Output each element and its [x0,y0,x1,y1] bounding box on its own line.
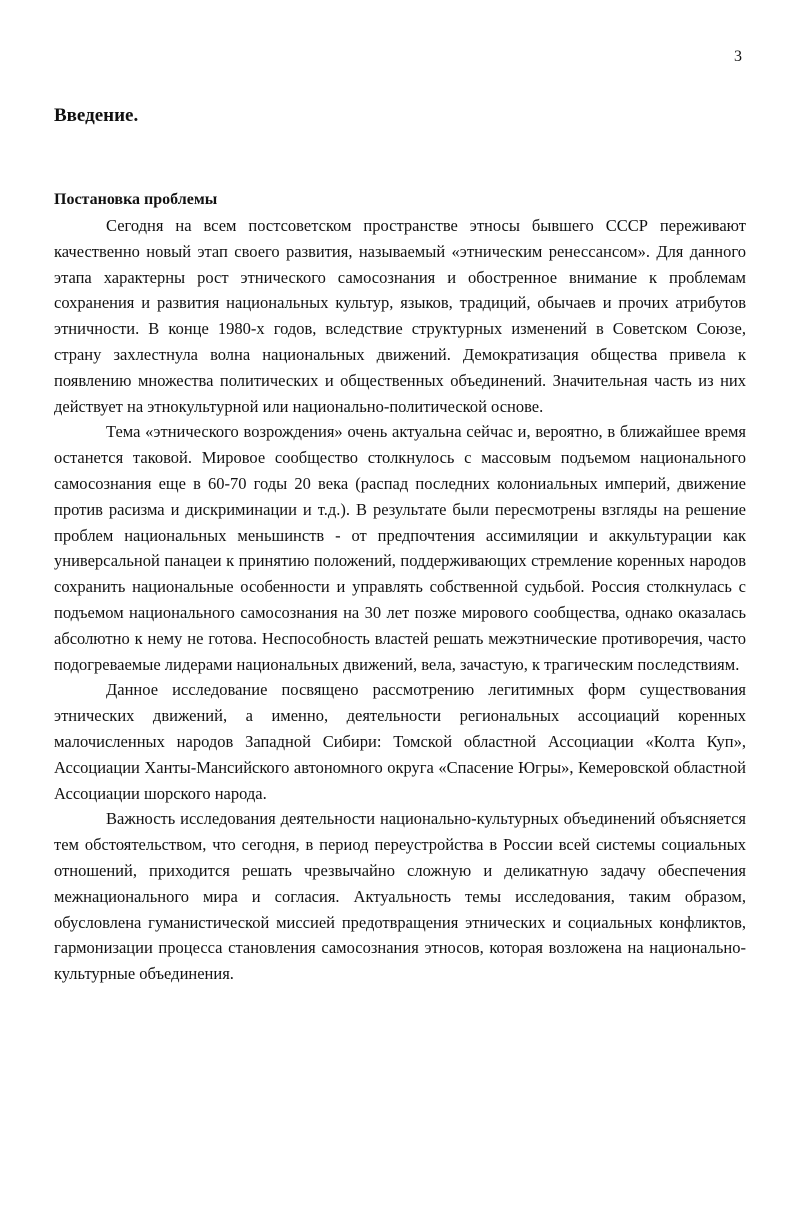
paragraph-3: Данное исследование посвящено рассмотрению легитимных форм существования этнических движений, а именно, деятельности региональных ассоциаций коренных малочисленных народов Западной Сибири: Томской областной Ассоциации «Колта Куп», Ассоциации Ханты-Мансийского автономного округа «Спасение Югры», Кемеровской областной Ассоциации шорского народа. [54,680,746,803]
page-number: 3 [734,48,742,65]
paragraph-4: Важность исследования деятельности национально-культурных объединений объясняется тем обстоятельством, что сегодня, в период переустройства в России всей системы социальных отношений, приходится решать чрезвычайно сложную и деликатную задачу обеспечения межнационального мира и согласия. Актуальность темы исследования, таким образом, обусловлена гуманистической миссией предотвращения этнических и социальных конфликтов, гармонизации процесса становления самосознания этносов, которая возложена на национально-культурные объединения. [54,809,746,984]
paragraph-1: Сегодня на всем постсоветском пространстве этносы бывшего СССР переживают качественно новый этап своего развития, называемый «этническим ренессансом». Для данного этапа характерны рост этнического самосознания и обостренное внимание к проблемам сохранения и развития национальных культур, языков, традиций, обычаев и прочих атрибутов этничности. В конце 1980-х годов, вследствие структурных изменений в Советском Союзе, страну захлестнула волна национальных движений. Демократизация общества привела к появлению множества политических и общественных объединений. Значительная часть из них действует на этнокультурной или национально-политической основе. [54,216,746,416]
section-title: Постановка проблемы [54,191,218,208]
document-body [54,213,746,987]
page-heading: Введение. [54,105,139,126]
paragraph-2: Тема «этнического возрождения» очень актуальна сейчас и, вероятно, в ближайшее время останется таковой. Мировое сообщество столкнулось с массовым подъемом национального самосознания еще в 60-70 годы 20 века (распад последних колониальных империй, движение против расизма и дискриминации и т.д.). В результате были пересмотрены взгляды на решение проблем национальных меньшинств - от предпочтения ассимиляции и аккультурации как универсальной панацеи к принятию положений, поддерживающих стремление коренных народов сохранить национальные особенности и управлять собственной судьбой. Россия столкнулась с подъемом национального самосознания на 30 лет позже мирового сообщества, однако оказалась абсолютно к нему не готова. Неспособность властей решать межэтнические противоречия, часто подогреваемые лидерами национальных движений, вела, зачастую, к трагическим последствиям. [54,422,746,674]
